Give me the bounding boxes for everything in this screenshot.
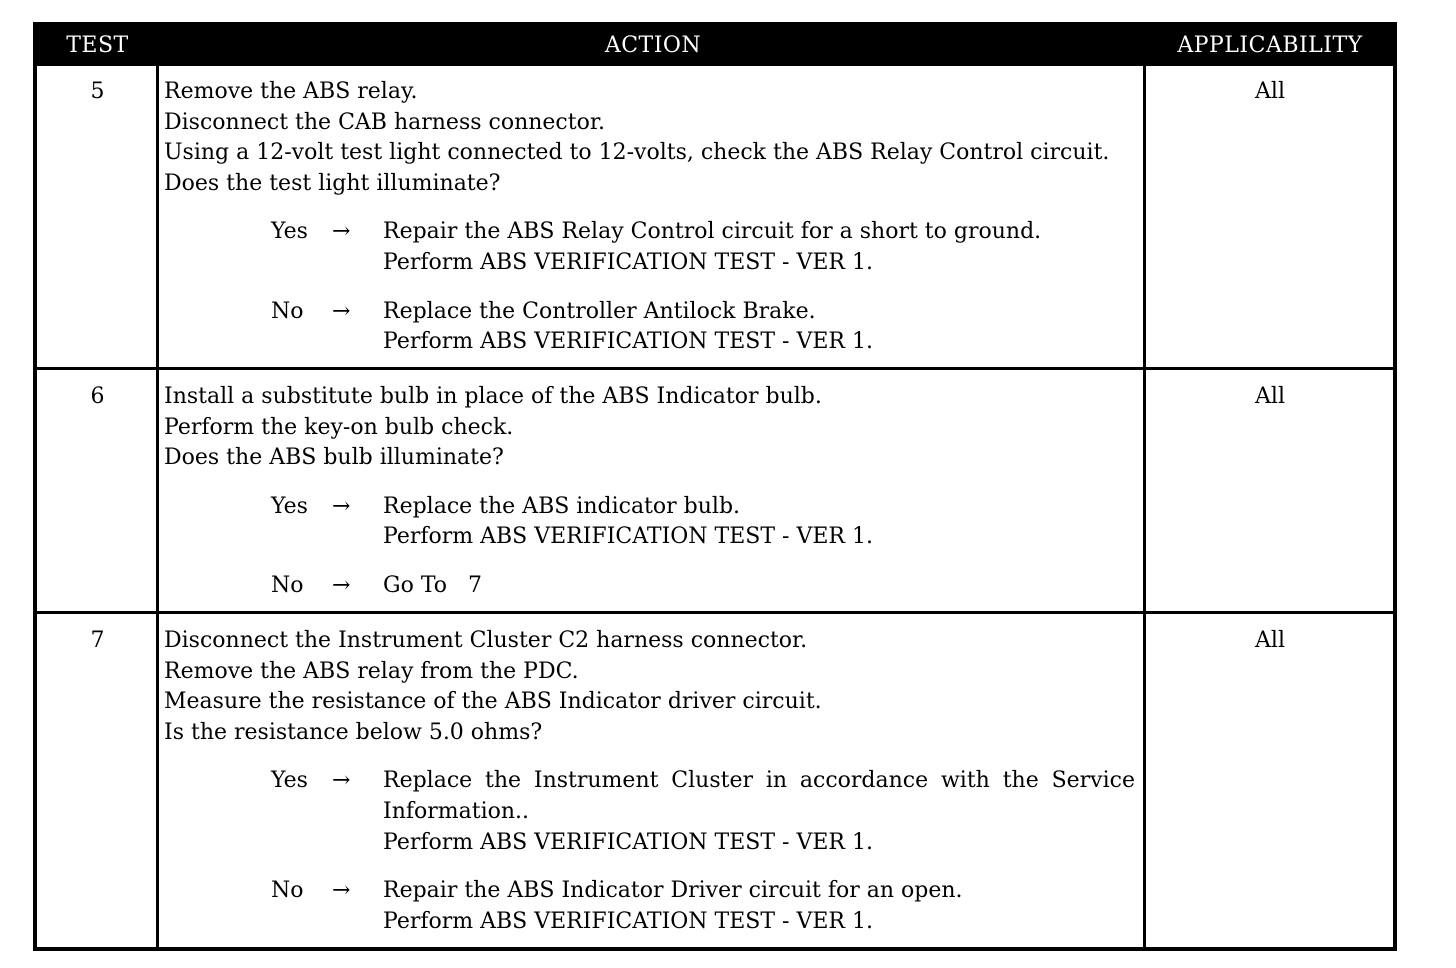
action-step: Remove the ABS relay from the PDC. [164, 658, 579, 684]
arrow-icon: → [332, 768, 351, 794]
action-step: Install a substitute bulb in place of the ABS Indicator bulb. [164, 384, 822, 409]
response-line: Perform ABS VERIFICATION TEST - VER 1. [383, 829, 873, 855]
table-row [37, 66, 1393, 367]
header-applicability: APPLICABILITY [1177, 33, 1363, 58]
action-step: Is the resistance below 5.0 ohms? [164, 719, 543, 745]
header-action: ACTION [604, 33, 702, 58]
no-response [164, 297, 1140, 358]
action-step: Perform the key-on bulb check. [164, 414, 514, 440]
response-text [383, 297, 873, 358]
table-row [37, 615, 1393, 951]
arrow-icon: → [332, 298, 351, 324]
response-text: Go To 7 [383, 572, 482, 598]
response-line: Repair the ABS Relay Control circuit for a short to ground. [383, 219, 1042, 245]
no-response [164, 876, 1140, 937]
yes-response [164, 766, 1140, 858]
action-cell [164, 626, 1140, 937]
yes-response [164, 217, 1140, 278]
no-label: No [271, 878, 304, 904]
response-text [383, 492, 873, 553]
test-number: 6 [90, 384, 105, 409]
response-line: Repair the ABS Indicator Driver circuit for an open. [383, 878, 963, 904]
diagnostic-table [33, 22, 1397, 951]
no-label: No [271, 298, 304, 324]
response-text [383, 766, 1135, 858]
response-text [383, 876, 963, 937]
yes-label: Yes [271, 768, 308, 794]
test-number: 5 [90, 79, 105, 104]
response-line: Information.. [383, 798, 530, 824]
action-step: Using a 12-volt test light connected to 12-volts, check the ABS Relay Control circuit. [164, 140, 1110, 166]
response-line: Replace the Instrument Cluster in accordance with the Service [383, 768, 1135, 794]
arrow-icon: → [332, 572, 351, 598]
action-step: Measure the resistance of the ABS Indicator driver circuit. [164, 689, 822, 715]
test-number: 7 [90, 628, 105, 653]
arrow-icon: → [332, 878, 351, 904]
response-line: Perform ABS VERIFICATION TEST - VER 1. [383, 249, 873, 275]
row-divider [37, 367, 1393, 370]
applicability-value: All [1255, 384, 1285, 409]
response-line: Perform ABS VERIFICATION TEST - VER 1. [383, 329, 873, 355]
no-response [164, 571, 1140, 602]
arrow-icon: → [332, 219, 351, 245]
applicability-value: All [1255, 628, 1285, 653]
action-cell [164, 77, 1140, 358]
header-test: TEST [66, 33, 129, 58]
table-header [37, 26, 1393, 66]
arrow-icon: → [332, 493, 351, 519]
action-step: Disconnect the CAB harness connector. [164, 109, 605, 135]
action-step: Does the test light illuminate? [164, 170, 501, 196]
yes-response [164, 492, 1140, 553]
response-line: Replace the Controller Antilock Brake. [383, 298, 816, 324]
response-line: Perform ABS VERIFICATION TEST - VER 1. [383, 908, 873, 934]
action-step: Does the ABS bulb illuminate? [164, 445, 504, 471]
response-text [383, 217, 1041, 278]
response-line: Replace the ABS indicator bulb. [383, 493, 741, 519]
yes-label: Yes [271, 493, 308, 519]
action-step: Remove the ABS relay. [164, 79, 418, 104]
applicability-value: All [1255, 79, 1285, 104]
yes-label: Yes [271, 219, 308, 245]
table-row [37, 371, 1393, 611]
row-divider [37, 611, 1393, 614]
response-line: Perform ABS VERIFICATION TEST - VER 1. [383, 524, 873, 550]
action-step: Disconnect the Instrument Cluster C2 harness connector. [164, 628, 808, 653]
action-cell [164, 382, 1140, 602]
no-label: No [271, 572, 304, 598]
